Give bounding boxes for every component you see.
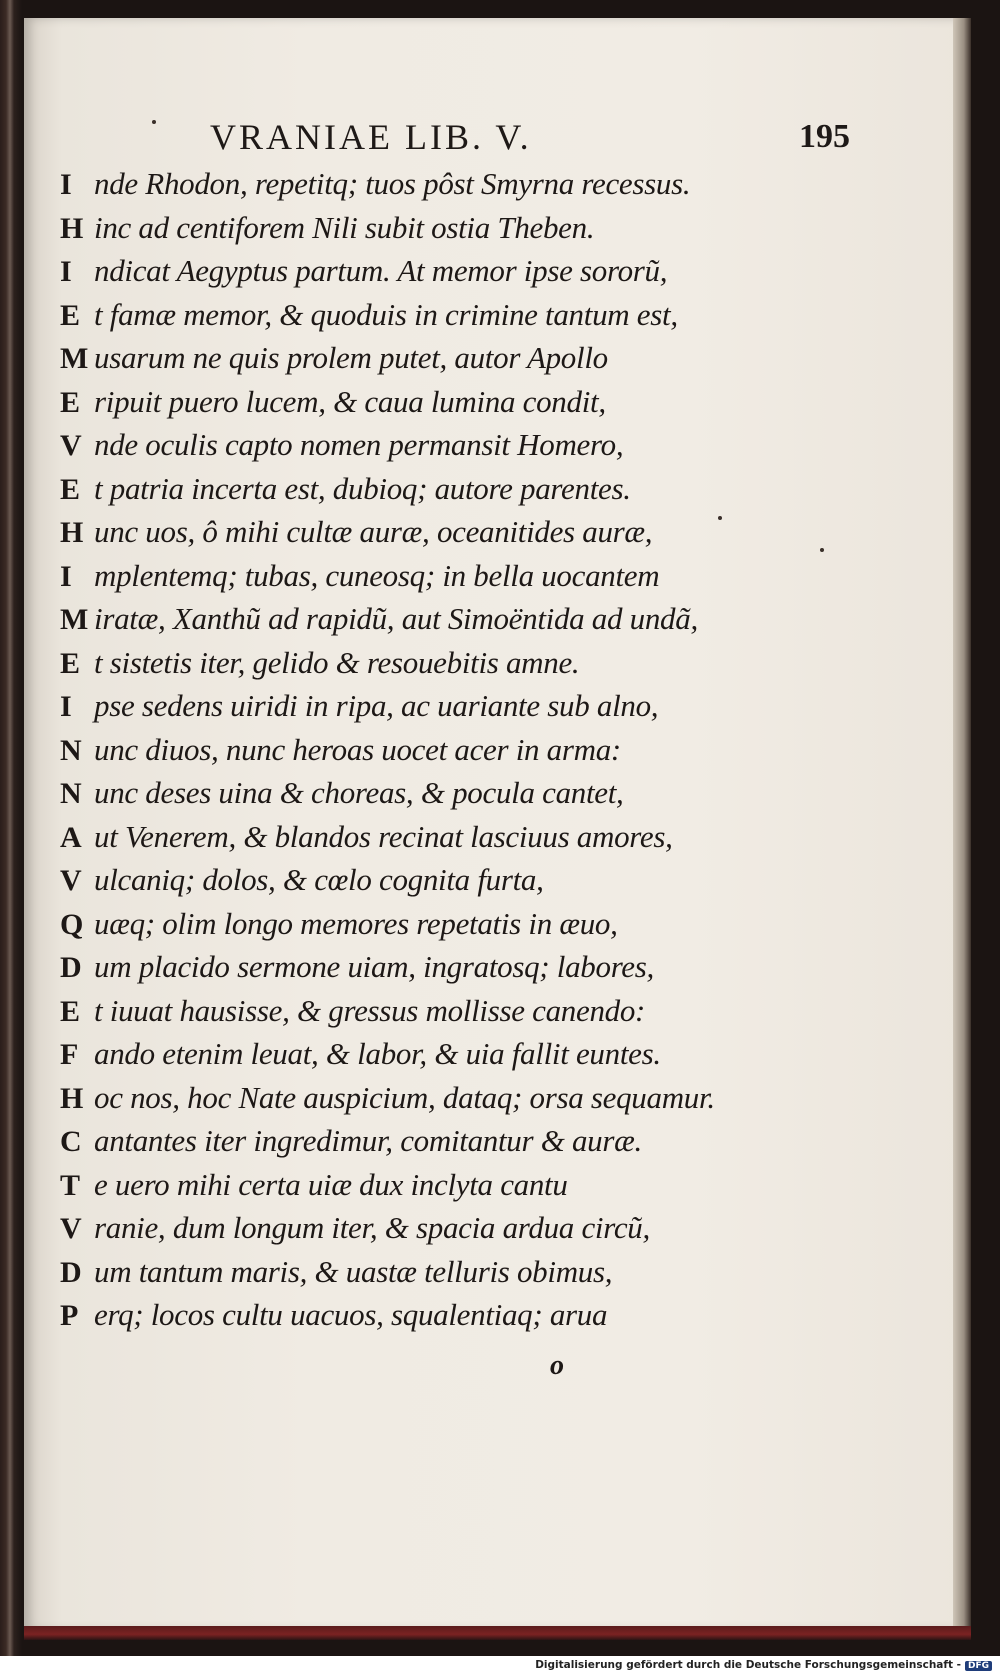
page-edge [953, 18, 971, 1630]
verse-initial: H [60, 1081, 84, 1115]
verse-line [60, 815, 940, 859]
verse-text: ando etenim leuat, & labor, & uia fallit euntes. [94, 1036, 661, 1071]
verse-line [60, 293, 940, 337]
verse-text: mplentemq; tubas, cuneosq; in bella uocantem [94, 557, 660, 593]
verse-line [60, 510, 940, 554]
verse-initial: V [60, 429, 82, 462]
verse-line [60, 467, 940, 511]
verse-text: e uero mihi certa uiæ dux inclyta cantu [94, 1166, 568, 1202]
verse-initial: F [60, 1038, 79, 1071]
verse-text: t patria incerta est, dubioq; autore parentes. [94, 470, 631, 506]
verse-initial: H [60, 516, 84, 549]
verse-line [60, 728, 940, 772]
verse-text: unc deses uina & choreas, & pocula cantet, [94, 775, 624, 810]
verse-initial: H [60, 211, 84, 245]
verse-initial: M [60, 342, 89, 375]
verse-text: unc uos, ô mihi cultæ auræ, oceanitides auræ, [94, 514, 653, 549]
verse-text: ranie, dum longum iter, & spacia ardua circũ, [94, 1210, 650, 1245]
verse-initial: C [60, 1125, 82, 1158]
verse-line [60, 597, 940, 641]
verse-text: inc ad centiforem Nili subit ostia Theben. [94, 209, 595, 245]
verse-line [60, 1032, 940, 1076]
verse-initial: E [60, 298, 81, 332]
verse-initial: N [60, 777, 82, 810]
verse-initial: M [60, 603, 89, 636]
verse-text: antantes iter ingredimur, comitantur & auræ. [94, 1123, 642, 1158]
verse-initial: I [60, 168, 72, 201]
verse-line [60, 1250, 940, 1294]
verse-line [60, 945, 940, 989]
verse-line [60, 554, 940, 598]
verse-initial: I [60, 255, 72, 288]
verse-line [60, 249, 940, 293]
verse-initial: I [60, 559, 72, 593]
verse-text: erq; locos cultu uacuos, squalentiaq; arua [94, 1297, 608, 1332]
page-number: 195 [799, 118, 850, 155]
verse-text: um tantum maris, & uastæ telluris obimus, [94, 1253, 613, 1289]
verse-line [60, 1206, 940, 1250]
verse-line [60, 771, 940, 815]
credit-text: Digitalisierung gefördert durch die Deutsche Forschungsgemeinschaft - [535, 1659, 961, 1671]
verse-text: ndicat Aegyptus partum. At memor ipse sororũ, [94, 253, 668, 288]
verse-text: t sistetis iter, gelido & resouebitis amne. [94, 644, 580, 680]
verse-line [60, 1163, 940, 1207]
catchword: o [550, 1350, 564, 1381]
verse-block [60, 162, 940, 1337]
verse-initial: D [60, 1255, 82, 1289]
verse-initial: Q [60, 907, 84, 941]
verse-line [60, 1293, 940, 1337]
ink-speck [152, 120, 156, 124]
verse-line [60, 641, 940, 685]
verse-text: nde Rhodon, repetitq; tuos pôst Smyrna recessus. [94, 166, 691, 201]
verse-initial: P [60, 1299, 79, 1332]
verse-initial: E [60, 385, 81, 419]
verse-text: unc diuos, nunc heroas uocet acer in arma: [94, 731, 621, 767]
verse-text: usarum ne quis prolem putet, autor Apollo [94, 340, 608, 375]
running-header [210, 116, 850, 166]
verse-line [60, 989, 940, 1033]
verse-text: pse sedens uiridi in ripa, ac uariante sub alno, [94, 688, 659, 723]
verse-line [60, 1076, 940, 1120]
verse-line [60, 858, 940, 902]
verse-text: t iuuat hausisse, & gressus mollisse canendo: [94, 992, 646, 1028]
verse-line [60, 206, 940, 250]
verse-text: ut Venerem, & blandos recinat lasciuus amores, [94, 818, 673, 854]
verse-line [60, 336, 940, 380]
verse-initial: E [60, 646, 81, 680]
book-cover-edge [24, 1626, 971, 1640]
verse-text: ripuit puero lucem, & caua lumina condit, [94, 383, 606, 419]
running-title: VRANIAE LIB. V. [210, 117, 532, 157]
verse-text: um placido sermone uiam, ingratosq; labores, [94, 949, 654, 984]
verse-text: oc nos, hoc Nate auspicium, dataq; orsa sequamur. [94, 1079, 715, 1115]
verse-initial: V [60, 1212, 82, 1245]
verse-line [60, 162, 940, 206]
verse-text: nde oculis capto nomen permansit Homero, [94, 427, 624, 462]
verse-text: uæq; olim longo memores repetatis in æuo, [94, 905, 618, 941]
verse-line [60, 902, 940, 946]
verse-initial: I [60, 690, 72, 723]
dfg-logo: DFG [965, 1661, 992, 1671]
funding-credit [535, 1659, 992, 1671]
verse-line [60, 1119, 940, 1163]
verse-initial: D [60, 951, 82, 984]
verse-line [60, 684, 940, 728]
verse-initial: V [60, 864, 82, 897]
digitization-footer [0, 1656, 1000, 1676]
verse-initial: T [60, 1168, 81, 1202]
verse-initial: E [60, 472, 81, 506]
verse-text: ulcaniq; dolos, & cœlo cognita furta, [94, 862, 544, 897]
verse-line [60, 423, 940, 467]
verse-initial: N [60, 733, 82, 767]
verse-text: t famæ memor, & quoduis in crimine tantum est, [94, 296, 678, 332]
verse-text: iratæ, Xanthũ ad rapidũ, aut Simoëntida ad undã, [94, 601, 698, 636]
verse-initial: E [60, 994, 81, 1028]
verse-initial: A [60, 820, 82, 854]
verse-line [60, 380, 940, 424]
